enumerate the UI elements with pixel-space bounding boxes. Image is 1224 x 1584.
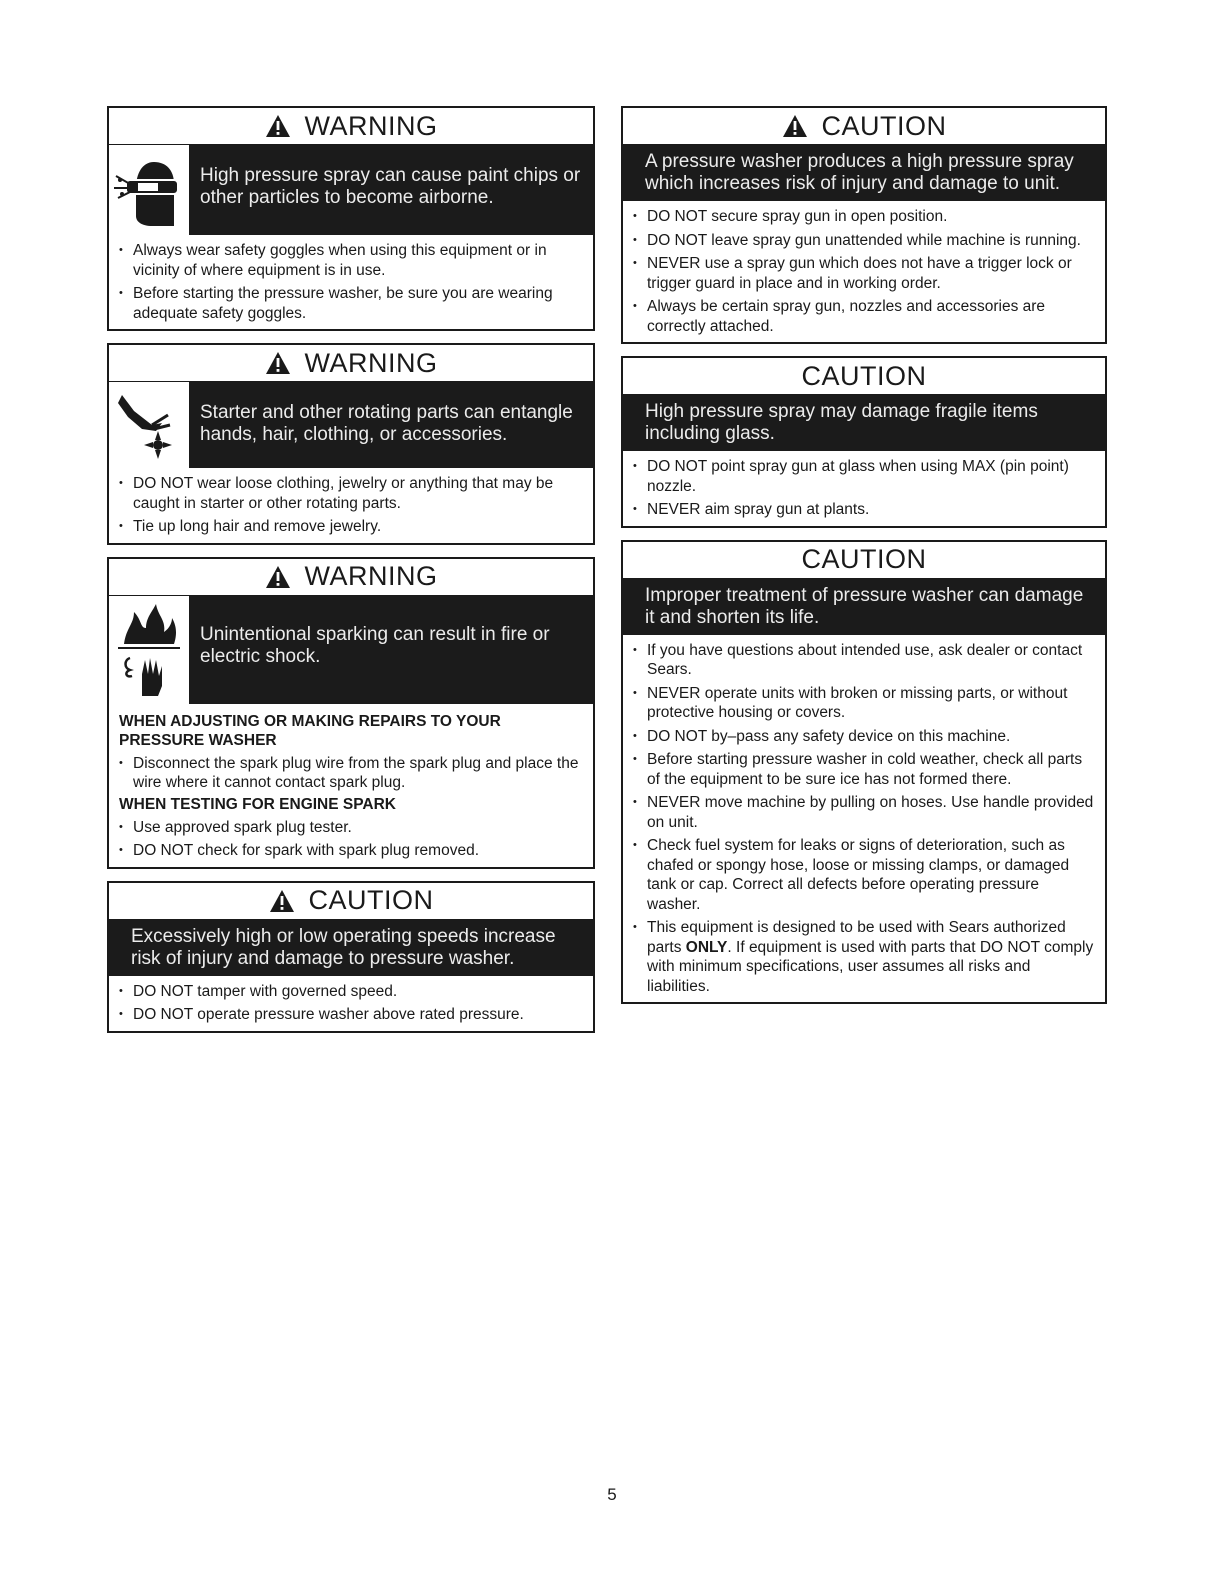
caution-box-glass (621, 356, 1107, 528)
emphasis-text: ONLY (685, 938, 728, 956)
box-body (623, 201, 1105, 342)
list-item: • NEVER aim spray gun at plants. (633, 500, 1095, 520)
hazard-message: A pressure washer produces a high pressure spray which increases risk of injury and damage to unit. (645, 151, 1074, 194)
section-subheading: WHEN TESTING FOR ENGINE SPARK (119, 795, 397, 813)
fire-and-shock-icon (109, 596, 190, 704)
box-body (109, 468, 593, 543)
heading-text: CAUTION (801, 360, 927, 391)
list-item: • DO NOT operate pressure washer above rated pressure. (119, 1005, 583, 1025)
caution-box-speed (107, 881, 595, 1033)
list-item: • DO NOT point spray gun at glass when using MAX (pin point) nozzle. (633, 457, 1095, 496)
list-item-text: This equipment is designed to be used with Sears authorized parts (647, 919, 1066, 956)
hazard-message: Starter and other rotating parts can entangle hands, hair, clothing, or accessories. (200, 402, 573, 445)
list-item (633, 918, 1095, 996)
hazard-message: Improper treatment of pressure washer can damage it and shorten its life. (645, 584, 1084, 628)
box-body (109, 976, 593, 1031)
hazard-message: Excessively high or low operating speeds increase risk of injury and damage to pressure washer. (131, 925, 556, 969)
hazard-message: High pressure spray may damage fragile items including glass. (645, 401, 1038, 444)
box-heading (109, 559, 593, 596)
list-item: • If you have questions about intended use, ask dealer or contact Sears. (633, 641, 1095, 680)
right-column (621, 106, 1107, 1016)
list-item: • Always be certain spray gun, nozzles and accessories are correctly attached. (633, 297, 1095, 336)
box-body (623, 451, 1105, 526)
box-heading (623, 358, 1105, 395)
left-column (107, 106, 595, 1045)
heading-text: CAUTION (308, 885, 434, 915)
hazard-banner (109, 920, 593, 976)
hazard-message: High pressure spray can cause paint chips or other particles to become airborne. (200, 165, 581, 208)
list-item: • Always wear safety goggles when using this equipment or in vicinity of where equipment is in use. (119, 241, 583, 280)
section-subheading: WHEN ADJUSTING OR MAKING REPAIRS TO YOUR PRESSURE WASHER (119, 712, 501, 749)
heading-text: CAUTION (821, 110, 947, 141)
list-item: • DO NOT check for spark with spark plug removed. (119, 841, 583, 861)
list-item: • Before starting pressure washer in cold weather, check all parts of the equipment to be sure ice has not formed there. (633, 750, 1095, 789)
hazard-banner (109, 596, 593, 704)
list-item: • DO NOT secure spray gun in open position. (633, 207, 1095, 227)
heading-text: WARNING (304, 561, 438, 591)
alert-triangle-icon (265, 565, 291, 589)
caution-box-spray (621, 106, 1107, 344)
list-item: • NEVER use a spray gun which does not have a trigger lock or trigger guard in place and in working order. (633, 254, 1095, 293)
hazard-banner (109, 382, 593, 468)
heading-text: CAUTION (801, 544, 927, 574)
box-body (623, 635, 1105, 1003)
list-item: • NEVER operate units with broken or missing parts, or without protective housing or covers. (633, 684, 1095, 723)
heading-text: WARNING (304, 110, 438, 141)
list-item: • NEVER move machine by pulling on hoses. Use handle provided on unit. (633, 793, 1095, 832)
heading-text: WARNING (304, 347, 438, 378)
alert-triangle-icon (265, 114, 291, 138)
list-item: • Before starting the pressure washer, be sure you are wearing adequate safety goggles. (119, 284, 583, 323)
list-item: • DO NOT by–pass any safety device on this machine. (633, 727, 1095, 747)
list-item: • Disconnect the spark plug wire from the spark plug and place the wire where it cannot contact spark plug. (119, 754, 583, 793)
warning-box-goggles (107, 106, 595, 331)
list-item: • Check fuel system for leaks or signs of deterioration, such as chafed or spongy hose, loose or missing clamps, or damaged tank or cap. Correct all defects before operating pressure washer. (633, 836, 1095, 914)
box-heading (623, 108, 1105, 145)
warning-box-entangle (107, 343, 595, 545)
hazard-banner (623, 579, 1105, 635)
entanglement-icon (109, 382, 190, 468)
list-item: • DO NOT wear loose clothing, jewelry or anything that may be caught in starter or other rotating parts. (119, 474, 583, 513)
hazard-banner (109, 145, 593, 235)
hazard-banner (623, 395, 1105, 451)
alert-triangle-icon (782, 114, 808, 138)
box-body (109, 235, 593, 329)
box-body (109, 704, 593, 867)
list-item: • Tie up long hair and remove jewelry. (119, 517, 583, 537)
alert-triangle-icon (265, 351, 291, 375)
alert-triangle-icon (269, 889, 295, 913)
warning-box-sparking (107, 557, 595, 869)
page-number: 5 (607, 1485, 617, 1504)
list-item: • Use approved spark plug tester. (119, 818, 583, 838)
hazard-banner (623, 145, 1105, 201)
box-heading (109, 108, 593, 145)
hazard-message: Unintentional sparking can result in fire or electric shock. (200, 623, 550, 667)
list-item: • DO NOT leave spray gun unattended while machine is running. (633, 231, 1095, 251)
list-item-text: . If equipment is used with parts that DO NOT comply with minimum specifications, user assumes all risks and liabilities. (647, 938, 1094, 995)
caution-box-treatment (621, 540, 1107, 1005)
box-heading (109, 883, 593, 920)
list-item: • DO NOT tamper with governed speed. (119, 982, 583, 1002)
box-heading (109, 345, 593, 382)
safety-goggles-icon (109, 145, 190, 235)
box-heading (623, 542, 1105, 579)
